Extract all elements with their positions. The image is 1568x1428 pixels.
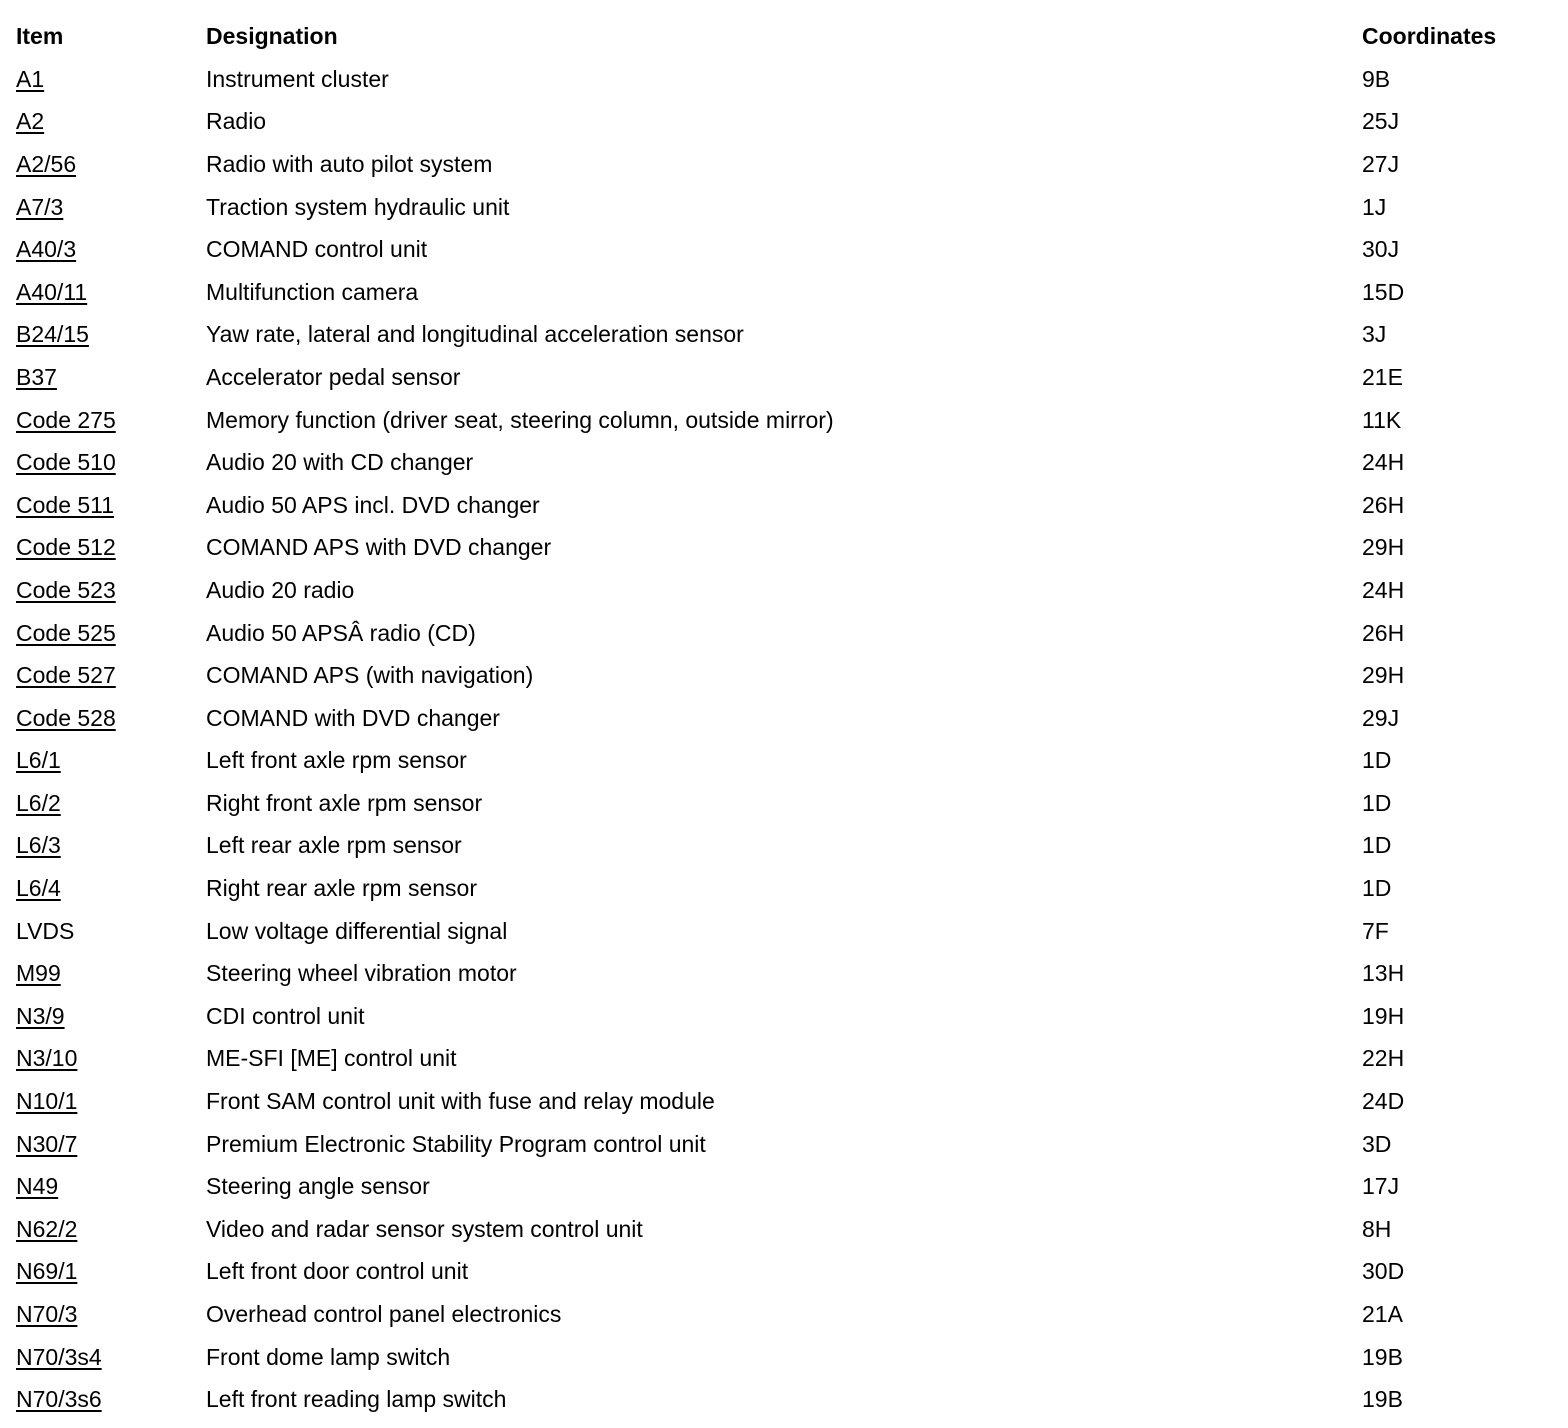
item-link[interactable]: N30/7 [16,1130,78,1157]
coordinates-cell: 24D [1362,1088,1405,1115]
item-link[interactable]: L6/2 [16,789,61,816]
designation-cell: Right rear axle rpm sensor [206,875,477,902]
coordinates-cell: 8H [1362,1215,1392,1242]
item-cell[interactable] [0,1038,206,1081]
designation-cell: Left rear axle rpm sensor [206,832,462,859]
coordinates-cell: 27J [1362,150,1400,177]
coordinates-cell: 21E [1362,363,1403,390]
table-row [0,1080,1568,1123]
table-row [0,527,1568,570]
item-cell[interactable] [0,825,206,868]
item-link[interactable]: Code 527 [16,662,116,689]
designation-cell: Left front reading lamp switch [206,1386,507,1413]
coordinates-cell: 3J [1362,321,1387,348]
table-row [0,697,1568,740]
coordinates-cell: 17J [1362,1173,1400,1200]
component-legend-table [0,14,1568,1421]
item-link[interactable]: B37 [16,363,57,390]
item-link[interactable]: N70/3s4 [16,1343,102,1370]
table-body [0,58,1568,1421]
item-cell[interactable] [0,58,206,101]
designation-cell: Steering wheel vibration motor [206,960,517,987]
item-cell[interactable] [0,271,206,314]
item-link[interactable]: A40/3 [16,236,77,263]
coordinates-cell: 1J [1362,193,1387,220]
item-cell[interactable] [0,952,206,995]
table-row [0,952,1568,995]
table-row [0,1336,1568,1379]
item-cell[interactable] [0,740,206,783]
item-cell[interactable] [0,569,206,612]
coordinates-cell: 1D [1362,875,1392,902]
item-cell[interactable] [0,1378,206,1421]
designation-cell: Left front door control unit [206,1258,469,1285]
designation-cell: Accelerator pedal sensor [206,363,461,390]
designation-cell: Radio [206,108,267,135]
item-link[interactable]: Code 528 [16,704,116,731]
coordinates-cell: 24H [1362,576,1405,603]
designation-cell: Overhead control panel electronics [206,1301,562,1328]
item-cell [0,910,206,953]
item-cell[interactable] [0,995,206,1038]
header-designation: Designation [206,22,338,49]
item-link[interactable]: A40/11 [16,278,88,305]
item-label: LVDS [16,917,75,944]
item-cell[interactable] [0,612,206,655]
designation-cell: Traction system hydraulic unit [206,193,510,220]
item-link[interactable]: A1 [16,65,45,92]
item-link[interactable]: N70/3 [16,1301,78,1328]
coordinates-cell: 25J [1362,108,1400,135]
item-cell[interactable] [0,186,206,229]
item-cell[interactable] [0,228,206,271]
item-link[interactable]: A7/3 [16,193,64,220]
designation-cell: CDI control unit [206,1002,365,1029]
table-row [0,1378,1568,1421]
designation-cell: Radio with auto pilot system [206,150,493,177]
designation-cell: Audio 50 APSÂ radio (CD) [206,619,476,646]
item-cell[interactable] [0,314,206,357]
designation-cell: Audio 20 radio [206,576,355,603]
designation-cell: Instrument cluster [206,65,389,92]
coordinates-cell: 7F [1362,917,1389,944]
item-cell[interactable] [0,782,206,825]
coordinates-cell: 30J [1362,236,1400,263]
item-cell[interactable] [0,1251,206,1294]
designation-cell: Steering angle sensor [206,1173,430,1200]
table-row [0,271,1568,314]
item-cell[interactable] [0,441,206,484]
designation-cell: Audio 50 APS incl. DVD changer [206,491,540,518]
table-row [0,484,1568,527]
designation-cell: COMAND control unit [206,236,428,263]
designation-cell: Premium Electronic Stability Program control unit [206,1130,706,1157]
item-cell[interactable] [0,484,206,527]
coordinates-cell: 11K [1362,406,1402,433]
table-row [0,612,1568,655]
table-row [0,867,1568,910]
coordinates-cell: 15D [1362,278,1405,305]
item-link[interactable]: A2 [16,108,45,135]
item-cell[interactable] [0,101,206,144]
table-row [0,356,1568,399]
designation-cell: Video and radar sensor system control unit [206,1215,643,1242]
table-row [0,1123,1568,1166]
coordinates-cell: 22H [1362,1045,1405,1072]
table-row [0,186,1568,229]
designation-cell: Audio 20 with CD changer [206,449,474,476]
designation-cell: Memory function (driver seat, steering column, outside mirror) [206,406,834,433]
item-link[interactable]: Code 510 [16,449,116,476]
table-row [0,910,1568,953]
coordinates-cell: 26H [1362,491,1405,518]
designation-cell: Yaw rate, lateral and longitudinal acceleration sensor [206,321,744,348]
item-link[interactable]: L6/3 [16,832,61,859]
item-cell[interactable] [0,867,206,910]
coordinates-cell: 26H [1362,619,1405,646]
coordinates-cell: 29H [1362,534,1405,561]
coordinates-cell: 19B [1362,1343,1403,1370]
coordinates-cell: 13H [1362,960,1405,987]
table-row [0,228,1568,271]
coordinates-cell: 3D [1362,1130,1392,1157]
designation-cell: Right front axle rpm sensor [206,789,483,816]
table-header [0,14,1568,58]
item-link[interactable]: N49 [16,1173,59,1200]
designation-cell: ME-SFI [ME] control unit [206,1045,457,1072]
designation-cell: Front dome lamp switch [206,1343,451,1370]
item-link[interactable]: Code 512 [16,534,116,561]
item-link[interactable]: N3/10 [16,1045,78,1072]
table-row [0,143,1568,186]
coordinates-cell: 29J [1362,704,1400,731]
item-cell[interactable] [0,654,206,697]
item-link[interactable]: A2/56 [16,150,77,177]
item-link[interactable]: Code 511 [16,491,115,518]
item-link[interactable]: N10/1 [16,1088,78,1115]
item-link[interactable]: Code 275 [16,406,116,433]
table-row [0,995,1568,1038]
header-row [0,14,1568,58]
item-cell[interactable] [0,143,206,186]
item-cell[interactable] [0,697,206,740]
item-cell[interactable] [0,1165,206,1208]
table-row [0,740,1568,783]
item-cell[interactable] [0,527,206,570]
designation-cell: COMAND APS with DVD changer [206,534,552,561]
item-link[interactable]: L6/1 [16,747,61,774]
item-link[interactable]: N3/9 [16,1002,65,1029]
designation-cell: Left front axle rpm sensor [206,747,467,774]
coordinates-cell: 21A [1362,1301,1403,1328]
header-item: Item [16,22,64,49]
designation-cell: Low voltage differential signal [206,917,508,944]
item-link[interactable]: L6/4 [16,875,61,902]
item-link[interactable]: Code 525 [16,619,116,646]
item-link[interactable]: Code 523 [16,576,116,603]
item-cell[interactable] [0,1293,206,1336]
table-row [0,399,1568,442]
table-row [0,314,1568,357]
item-cell[interactable] [0,356,206,399]
item-link[interactable]: N62/2 [16,1215,78,1242]
designation-cell: Front SAM control unit with fuse and relay module [206,1088,715,1115]
coordinates-cell: 19B [1362,1386,1403,1413]
coordinates-cell: 9B [1362,65,1391,92]
coordinates-cell: 19H [1362,1002,1405,1029]
coordinates-cell: 30D [1362,1258,1405,1285]
designation-cell: Multifunction camera [206,278,419,305]
table-row [0,569,1568,612]
item-cell[interactable] [0,1080,206,1123]
table-row [0,441,1568,484]
item-cell[interactable] [0,1208,206,1251]
item-cell[interactable] [0,1336,206,1379]
table-row [0,58,1568,101]
item-link[interactable]: B24/15 [16,321,89,348]
table-row [0,1165,1568,1208]
table-row [0,782,1568,825]
item-link[interactable]: M99 [16,960,61,987]
header-coordinates: Coordinates [1362,22,1497,49]
coordinates-cell: 1D [1362,789,1392,816]
coordinates-cell: 29H [1362,662,1405,689]
table-row [0,654,1568,697]
designation-cell: COMAND with DVD changer [206,704,500,731]
coordinates-cell: 1D [1362,832,1392,859]
coordinates-cell: 1D [1362,747,1392,774]
table-row [0,1251,1568,1294]
table-row [0,1208,1568,1251]
table-row [0,825,1568,868]
item-cell[interactable] [0,399,206,442]
coordinates-cell: 24H [1362,449,1405,476]
table-row [0,101,1568,144]
item-link[interactable]: N70/3s6 [16,1386,102,1413]
item-cell[interactable] [0,1123,206,1166]
table-row [0,1293,1568,1336]
item-link[interactable]: N69/1 [16,1258,78,1285]
designation-cell: COMAND APS (with navigation) [206,662,534,689]
table-row [0,1038,1568,1081]
